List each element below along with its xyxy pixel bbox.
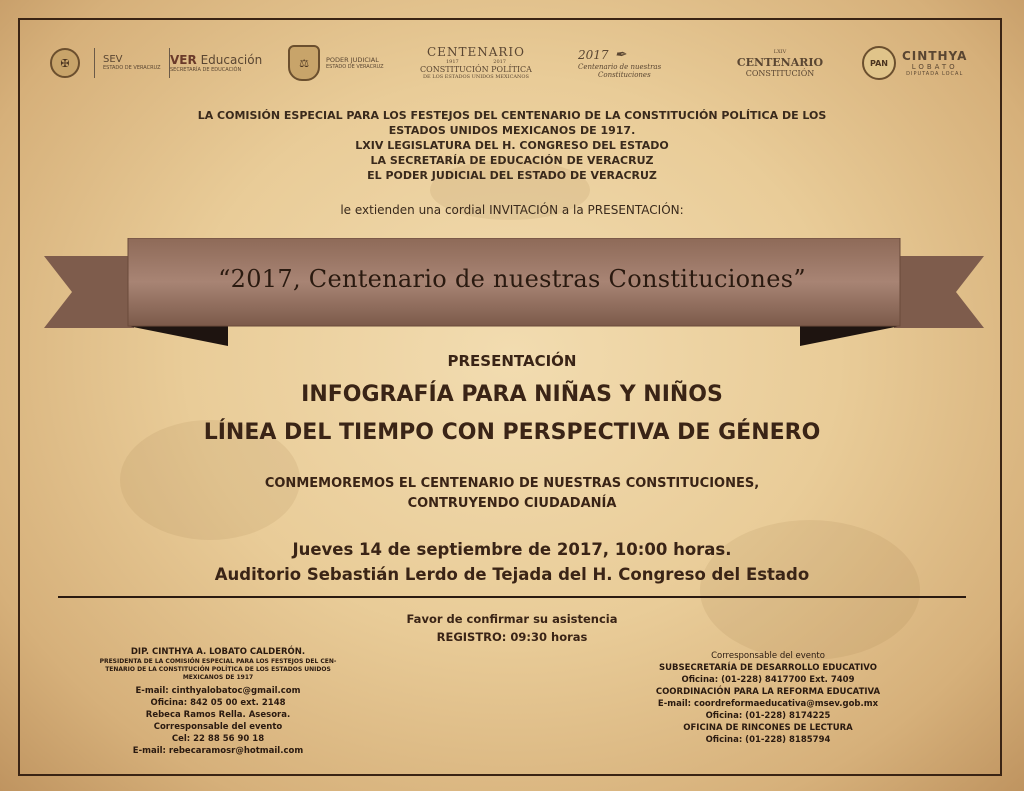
poder-judicial-logo bbox=[288, 38, 384, 88]
organizers-line: ESTADOS UNIDOS MEXICANOS DE 1917. bbox=[388, 124, 636, 137]
ribbon-banner bbox=[44, 238, 984, 348]
organizers-line: LA SECRETARÍA DE EDUCACIÓN DE VERACRUZ bbox=[370, 154, 654, 167]
centenario-2017-text: Centenario de nuestras bbox=[578, 63, 662, 71]
motto-block bbox=[0, 474, 1024, 514]
organizers-block bbox=[0, 108, 1024, 183]
centenario-lxiv-top: LXIV bbox=[773, 48, 787, 55]
contact-coresponsible: Corresponsable del evento bbox=[711, 651, 825, 661]
banner-title: “2017, Centenario de nuestras Constituciones” bbox=[218, 265, 806, 293]
organizers-line: LA COMISIÓN ESPECIAL PARA LOS FESTEJOS DEL CENTENARIO DE LA CONSTITUCIÓN POLÍTICA DE LOS bbox=[197, 109, 827, 122]
title-line-2: LÍNEA DEL TIEMPO CON PERSPECTIVA DE GÉNERO bbox=[203, 420, 821, 445]
centenario-line1: CENTENARIO bbox=[427, 45, 525, 59]
centenario-year-left: 1917 bbox=[446, 59, 459, 65]
shield-icon: ⚖ bbox=[288, 45, 320, 81]
event-details bbox=[0, 537, 1024, 587]
contact-role-line: MEXICANOS DE 1917 bbox=[182, 674, 254, 681]
contact-subsecretaria: SUBSECRETARÍA DE DESARROLLO EDUCATIVO bbox=[659, 663, 877, 673]
contact-office: Oficina: (01-228) 8185794 bbox=[705, 735, 831, 745]
contact-office: Oficina: 842 05 00 ext. 2148 bbox=[150, 698, 286, 708]
sev-logo bbox=[50, 38, 178, 88]
cinthya-sub2: DIPUTADA LOCAL bbox=[906, 70, 964, 77]
registration-time: REGISTRO: 09:30 horas bbox=[436, 630, 588, 644]
ribbon-fold-left bbox=[128, 326, 228, 346]
sev-sub: ESTADO DE VERACRUZ bbox=[103, 65, 161, 71]
event-date: Jueves 14 de septiembre de 2017, 10:00 horas. bbox=[292, 540, 732, 559]
ver-sub: SECRETARÍA DE EDUCACIÓN bbox=[170, 66, 242, 73]
centenario-year-right: 2017 bbox=[493, 59, 506, 65]
organizers-line: EL PODER JUDICIAL DEL ESTADO DE VERACRUZ bbox=[367, 169, 657, 182]
centenario-line2: CONSTITUCIÓN POLÍTICA bbox=[420, 65, 532, 74]
coat-of-arms-icon: ✠ bbox=[50, 48, 80, 78]
cinthya-logo bbox=[862, 38, 967, 88]
contact-coresponsible: Corresponsable del evento bbox=[153, 722, 283, 732]
separator-line bbox=[58, 596, 966, 598]
centenario-line3: DE LOS ESTADOS UNIDOS MEXICANOS bbox=[423, 74, 529, 80]
title-line-1: INFOGRAFÍA PARA NIÑAS Y NIÑOS bbox=[301, 382, 723, 407]
invitation-text: le extienden una cordial INVITACIÓN a la PRESENTACIÓN: bbox=[340, 203, 684, 217]
motto-line: CONTRUYENDO CIUDADANÍA bbox=[407, 496, 617, 511]
left-contact bbox=[88, 646, 348, 757]
contact-email[interactable]: E-mail: coordreformaeducativa@msev.gob.mx bbox=[657, 699, 879, 709]
centenario-logo bbox=[416, 38, 536, 88]
contact-email-2[interactable]: E-mail: rebecaramosr@hotmail.com bbox=[132, 746, 304, 756]
centenario-2017-year: 2017 bbox=[578, 48, 609, 62]
centenario-lxiv-line1: CENTENARIO bbox=[736, 55, 824, 69]
pan-badge-text: PAN bbox=[869, 58, 888, 68]
presentation-label: PRESENTACIÓN bbox=[447, 352, 577, 370]
poder-line1: PODER JUDICIAL bbox=[326, 55, 379, 64]
sev-name: SEV bbox=[103, 54, 123, 65]
organizers-line: LXIV LEGISLATURA DEL H. CONGRESO DEL ESTADO bbox=[355, 139, 669, 152]
right-contact bbox=[648, 650, 888, 746]
rsvp-block bbox=[0, 610, 1024, 646]
ver-educacion-logo bbox=[170, 38, 262, 88]
centenario-2017-text2: Constituciones bbox=[598, 71, 651, 79]
rsvp-line: Favor de confirmar su asistencia bbox=[406, 612, 618, 626]
divider bbox=[94, 48, 95, 78]
ver-name2: Educación bbox=[200, 52, 263, 67]
contact-advisor: Rebeca Ramos Rella. Asesora. bbox=[145, 710, 291, 720]
contact-role-line: PRESIDENTA DE LA COMISIÓN ESPECIAL PARA LOS FESTEJOS DEL CEN- bbox=[99, 658, 337, 665]
contact-email[interactable]: E-mail: cinthyalobatoc@gmail.com bbox=[135, 686, 301, 696]
cinthya-sub1: LOBATO bbox=[911, 62, 958, 71]
centenario-lxiv-logo bbox=[730, 38, 830, 88]
ver-name: VER bbox=[170, 52, 197, 67]
event-venue: Auditorio Sebastián Lerdo de Tejada del H. Congreso del Estado bbox=[214, 565, 810, 584]
quill-icon: ✒ bbox=[614, 47, 627, 63]
poder-line2: ESTADO DE VERACRUZ bbox=[326, 63, 384, 70]
contact-cel: Cel: 22 88 56 90 18 bbox=[171, 734, 265, 744]
header-logos bbox=[40, 38, 984, 88]
contact-rincones: OFICINA DE RINCONES DE LECTURA bbox=[683, 723, 853, 733]
contact-coordination: COORDINACIÓN PARA LA REFORMA EDUCATIVA bbox=[655, 687, 881, 697]
centenario-lxiv-line2: CONSTITUCIÓN bbox=[745, 68, 815, 78]
contact-role-line: TENARIO DE LA CONSTITUCIÓN POLÍTICA DE LOS ESTADOS UNIDOS bbox=[105, 666, 331, 673]
contact-office: Oficina: (01-228) 8417700 Ext. 7409 bbox=[681, 675, 855, 685]
contact-name: DIP. CINTHYA A. LOBATO CALDERÓN. bbox=[130, 647, 306, 657]
ribbon-fold-right bbox=[800, 326, 900, 346]
contact-role bbox=[88, 658, 348, 682]
cinthya-name: CINTHYA bbox=[902, 48, 968, 63]
centenario-2017-logo bbox=[578, 38, 661, 88]
contact-office: Oficina: (01-228) 8174225 bbox=[705, 711, 831, 721]
motto-line: CONMEMOREMOS EL CENTENARIO DE NUESTRAS CONSTITUCIONES, bbox=[264, 476, 760, 491]
pan-badge-icon bbox=[862, 46, 896, 80]
